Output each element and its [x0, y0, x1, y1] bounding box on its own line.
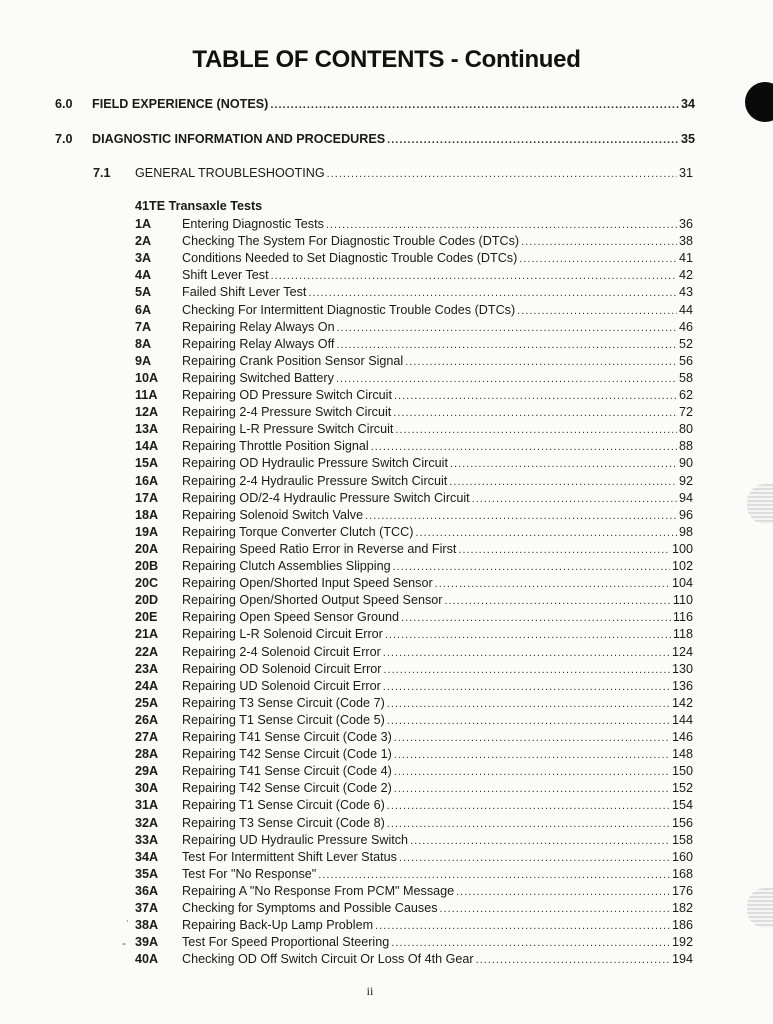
dot-leader	[394, 748, 670, 763]
dot-leader	[336, 372, 677, 387]
dot-leader	[394, 782, 670, 797]
test-title: Repairing T41 Sense Circuit (Code 3)	[182, 730, 392, 744]
dot-leader	[387, 697, 670, 712]
page-footer-number: ii	[366, 984, 374, 998]
test-number: 40A	[135, 952, 159, 967]
test-number: 18A	[135, 507, 159, 522]
scan-mark-icon: -	[122, 936, 126, 950]
page-number: 96	[678, 507, 693, 522]
toc-subsection-7-1[interactable]	[93, 166, 693, 182]
page-number: 176	[671, 883, 693, 898]
test-title: Repairing 2-4 Pressure Switch Circuit	[182, 405, 392, 420]
test-title: Checking For Intermittent Diagnostic Trouble Codes (DTCs)	[182, 302, 516, 317]
test-title: Repairing Relay Always On	[182, 319, 335, 334]
test-number: 37A	[135, 901, 159, 915]
test-number: 12A	[135, 405, 159, 420]
toc-test-row[interactable]	[135, 679, 693, 695]
test-title: Shift Lever Test	[182, 268, 269, 283]
test-title: Repairing Back-Up Lamp Problem	[182, 918, 374, 933]
test-number: 8A	[135, 336, 152, 351]
toc-test-row[interactable]	[135, 251, 693, 267]
test-title: Entering Diagnostic Tests	[182, 217, 324, 231]
page-number: 35	[680, 132, 695, 146]
page-number: 88	[678, 439, 693, 454]
dot-leader	[387, 133, 679, 148]
page-number: 158	[671, 832, 693, 847]
page-number: 38	[678, 234, 693, 249]
binder-hole-icon	[745, 82, 773, 122]
test-number: 13A	[135, 422, 159, 437]
page-number: 154	[671, 798, 693, 813]
toc-test-row[interactable]	[135, 559, 693, 575]
dot-leader	[393, 406, 677, 421]
dot-leader	[405, 355, 677, 370]
dot-leader	[391, 936, 670, 951]
test-number: 20D	[135, 593, 159, 608]
dot-leader	[444, 594, 670, 609]
section-title: DIAGNOSTIC INFORMATION AND PROCEDURES	[92, 132, 386, 146]
test-number: 30A	[135, 781, 159, 796]
test-title: Failed Shift Lever Test	[182, 285, 307, 300]
dot-leader	[456, 885, 670, 900]
test-title: Test For Speed Proportional Steering	[182, 935, 390, 950]
dot-leader	[270, 98, 679, 113]
page-number: 186	[671, 918, 693, 933]
page-number: 41	[678, 251, 693, 266]
test-number: 35A	[135, 866, 159, 881]
toc-test-row[interactable]	[135, 610, 693, 626]
test-number: 1A	[135, 217, 152, 231]
dot-leader	[387, 799, 670, 814]
test-title: Checking OD Off Switch Circuit Or Loss Of 4th Gear	[182, 952, 474, 967]
test-title: Repairing Clutch Assemblies Slipping	[182, 559, 391, 573]
test-title: Repairing UD Hydraulic Pressure Switch	[182, 832, 409, 847]
page-number: 152	[671, 781, 693, 796]
page-number: 156	[671, 815, 693, 830]
test-number: 2A	[135, 234, 152, 249]
test-number: 3A	[135, 251, 152, 266]
test-number: 11A	[135, 388, 158, 402]
toc-test-row[interactable]	[135, 303, 693, 319]
test-title: Test For "No Response"	[182, 866, 317, 881]
dot-leader	[393, 560, 670, 575]
page-number: 160	[671, 849, 693, 864]
page-number: 194	[671, 952, 693, 967]
test-title: Repairing T1 Sense Circuit (Code 5)	[182, 712, 385, 727]
toc-test-row[interactable]	[135, 525, 693, 541]
test-number: 31A	[135, 798, 159, 813]
toc-test-row[interactable]	[135, 491, 693, 507]
page-number: 34	[680, 97, 695, 111]
toc-test-row[interactable]	[135, 952, 693, 968]
page-number: 36	[678, 217, 693, 231]
test-number: 22A	[135, 644, 159, 659]
test-title: Checking The System For Diagnostic Trouble Codes (DTCs)	[182, 234, 520, 249]
dot-leader	[521, 235, 677, 250]
dot-leader	[383, 646, 670, 661]
page-number: 104	[671, 576, 693, 591]
toc-section-6[interactable]	[55, 97, 695, 113]
test-title: Repairing A "No Response From PCM" Message	[182, 883, 455, 898]
test-number: 15A	[135, 456, 159, 471]
page-number: 72	[678, 405, 693, 420]
page-number: 136	[671, 678, 693, 693]
test-title: Repairing Open/Shorted Input Speed Sensor	[182, 576, 433, 591]
test-title: Repairing UD Solenoid Circuit Error	[182, 678, 381, 693]
dot-leader	[271, 269, 677, 284]
test-title: Repairing Open Speed Sensor Ground	[182, 610, 400, 625]
test-title: Repairing OD Hydraulic Pressure Switch Circuit	[182, 456, 448, 471]
dot-leader	[383, 663, 670, 678]
page-number: 98	[678, 524, 693, 539]
dot-leader	[401, 611, 671, 626]
page-number: 130	[671, 661, 693, 676]
test-title: Repairing 2-4 Solenoid Circuit Error	[182, 644, 381, 659]
toc-test-row[interactable]	[135, 405, 693, 421]
page-number: 102	[671, 559, 693, 573]
test-number: 20A	[135, 541, 159, 556]
binder-tab-icon	[747, 484, 773, 524]
test-title: Repairing T3 Sense Circuit (Code 7)	[182, 695, 385, 710]
toc-test-row[interactable]	[135, 422, 693, 438]
dot-leader	[472, 492, 677, 507]
test-number: 27A	[135, 730, 159, 744]
section-number: 6.0	[55, 97, 73, 111]
test-number: 9A	[135, 353, 152, 368]
test-number: 34A	[135, 849, 159, 864]
page-number: 94	[678, 490, 693, 505]
page-number: 192	[671, 935, 693, 950]
toc-test-row[interactable]	[135, 439, 693, 455]
test-number: 14A	[135, 439, 159, 454]
test-number: 28A	[135, 747, 159, 762]
toc-test-row[interactable]	[135, 833, 693, 849]
page-number: 62	[678, 388, 693, 402]
test-number: 19A	[135, 524, 159, 539]
test-group-title: 41TE Transaxle Tests	[135, 199, 263, 213]
toc-test-row[interactable]	[135, 747, 693, 763]
toc-test-row[interactable]	[135, 474, 693, 490]
page-number: 58	[678, 370, 693, 385]
page-number: 52	[678, 336, 693, 351]
dot-leader	[458, 543, 670, 558]
dot-leader	[476, 953, 670, 968]
test-number: 20E	[135, 610, 158, 625]
toc-test-row[interactable]	[135, 798, 693, 814]
test-title: Repairing Crank Position Sensor Signal	[182, 353, 404, 368]
test-title: Repairing Torque Converter Clutch (TCC)	[182, 524, 414, 539]
dot-leader	[410, 834, 670, 849]
toc-test-row[interactable]	[135, 816, 693, 832]
test-title: Repairing Switched Battery	[182, 370, 334, 385]
dot-leader	[387, 714, 670, 729]
dot-leader	[517, 304, 677, 319]
dot-leader	[308, 286, 677, 301]
toc-test-row[interactable]	[135, 320, 693, 336]
page-number: 46	[678, 319, 693, 334]
toc-test-row[interactable]	[135, 935, 693, 951]
toc-test-row[interactable]	[135, 781, 693, 797]
toc-test-row[interactable]	[135, 627, 693, 643]
test-title: Repairing Open/Shorted Output Speed Sensor	[182, 593, 443, 608]
toc-test-row[interactable]	[135, 901, 693, 917]
test-number: 4A	[135, 268, 152, 283]
toc-test-row[interactable]	[135, 285, 693, 301]
test-number: 10A	[135, 370, 159, 385]
subsection-number: 7.1	[93, 166, 111, 180]
toc-test-row[interactable]	[135, 337, 693, 353]
test-number: 7A	[135, 319, 152, 334]
page-number: 116	[672, 610, 693, 625]
toc-test-row[interactable]	[135, 593, 693, 609]
binder-tab-icon	[747, 888, 773, 928]
dot-leader	[450, 457, 677, 472]
dot-leader	[394, 765, 670, 780]
test-number: 16A	[135, 473, 159, 488]
page-number: 144	[671, 712, 693, 727]
test-title: Repairing L-R Solenoid Circuit Error	[182, 627, 383, 642]
dot-leader	[385, 628, 671, 643]
toc-test-row[interactable]	[135, 234, 693, 250]
test-title: Repairing OD Solenoid Circuit Error	[182, 661, 382, 676]
dot-leader	[327, 167, 677, 182]
test-title: Repairing Solenoid Switch Valve	[182, 507, 364, 522]
dot-leader	[336, 338, 677, 353]
page-number: 168	[671, 866, 693, 881]
test-number: 39A	[135, 935, 159, 950]
toc-test-row[interactable]	[135, 456, 693, 472]
page-number: 110	[672, 593, 693, 608]
test-title: Conditions Needed to Set Diagnostic Trouble Codes (DTCs)	[182, 251, 518, 266]
test-title: Repairing T42 Sense Circuit (Code 1)	[182, 747, 392, 762]
dot-leader	[415, 526, 677, 541]
page-number: 42	[678, 268, 693, 283]
page-number: 124	[671, 644, 693, 659]
test-number: 33A	[135, 832, 159, 847]
test-number: 25A	[135, 695, 159, 710]
test-title: Repairing Relay Always Off	[182, 336, 335, 351]
dot-leader	[394, 731, 670, 746]
test-title: Repairing OD/2-4 Hydraulic Pressure Switch Circuit	[182, 490, 470, 505]
section-title: FIELD EXPERIENCE (NOTES)	[92, 97, 269, 111]
toc-test-row[interactable]	[135, 764, 693, 780]
page-number: 100	[671, 541, 693, 556]
page-number: 146	[671, 730, 693, 744]
toc-test-row[interactable]	[135, 576, 693, 592]
test-number: 21A	[135, 627, 159, 642]
toc-test-row[interactable]	[135, 867, 693, 883]
page-number: 150	[671, 764, 693, 779]
test-number: 5A	[135, 285, 152, 300]
dot-leader	[440, 902, 670, 917]
page-number: 31	[678, 166, 693, 180]
test-number: 20C	[135, 576, 159, 591]
test-title: Repairing OD Pressure Switch Circuit	[182, 388, 392, 402]
test-number: 17A	[135, 490, 159, 505]
dot-leader	[375, 919, 670, 934]
test-title: Repairing Speed Ratio Error in Reverse and First	[182, 541, 457, 556]
dot-leader	[435, 577, 670, 592]
toc-test-row[interactable]	[135, 388, 693, 404]
toc-test-row[interactable]	[135, 268, 693, 284]
test-title: Repairing T3 Sense Circuit (Code 8)	[182, 815, 385, 830]
toc-section-7[interactable]	[55, 132, 695, 148]
subsection-title: GENERAL TROUBLESHOOTING	[135, 166, 325, 180]
page-number: 92	[678, 473, 693, 488]
toc-test-row[interactable]	[135, 217, 693, 233]
page-number: 118	[672, 627, 693, 642]
toc-test-row[interactable]	[135, 730, 693, 746]
toc-test-row[interactable]	[135, 645, 693, 661]
toc-test-row[interactable]	[135, 918, 693, 934]
test-title: Test For Intermittent Shift Lever Status	[182, 849, 397, 864]
page-number: 182	[671, 901, 693, 915]
dot-leader	[519, 252, 677, 267]
test-number: 6A	[135, 302, 152, 317]
test-title: Repairing T41 Sense Circuit (Code 4)	[182, 764, 392, 779]
page-number: 43	[678, 285, 693, 300]
test-number: 38A	[135, 918, 159, 933]
test-title: Repairing Throttle Position Signal	[182, 439, 369, 454]
toc-test-row[interactable]	[135, 884, 693, 900]
test-number: 26A	[135, 712, 159, 727]
page-number: 90	[678, 456, 693, 471]
test-number: 23A	[135, 661, 159, 676]
test-title: Repairing T42 Sense Circuit (Code 2)	[182, 781, 392, 796]
test-number: 20B	[135, 559, 159, 573]
toc-test-row[interactable]	[135, 850, 693, 866]
toc-test-row[interactable]	[135, 542, 693, 558]
page-number: 44	[678, 302, 693, 317]
test-number: 32A	[135, 815, 159, 830]
test-title: Checking for Symptoms and Possible Causes	[182, 901, 438, 915]
page-number: 142	[671, 695, 693, 710]
test-number: 36A	[135, 883, 159, 898]
test-number: 24A	[135, 678, 159, 693]
toc-test-row[interactable]	[135, 696, 693, 712]
toc-test-row[interactable]	[135, 508, 693, 524]
dot-leader	[399, 851, 670, 866]
section-number: 7.0	[55, 132, 73, 146]
toc-test-row[interactable]	[135, 371, 693, 387]
dot-leader	[395, 423, 677, 438]
scan-mark-icon: ˙	[126, 918, 130, 932]
page-title: TABLE OF CONTENTS - Continued	[192, 46, 581, 73]
test-number: 29A	[135, 764, 159, 779]
dot-leader	[326, 218, 677, 233]
test-title: Repairing 2-4 Hydraulic Pressure Switch Circuit	[182, 473, 448, 488]
dot-leader	[387, 817, 670, 832]
dot-leader	[383, 680, 670, 695]
toc-test-row[interactable]	[135, 662, 693, 678]
dot-leader	[318, 868, 670, 883]
toc-test-row[interactable]	[135, 354, 693, 370]
toc-test-row[interactable]	[135, 713, 693, 729]
page-number: 56	[678, 353, 693, 368]
dot-leader	[337, 321, 677, 336]
dot-leader	[449, 475, 677, 490]
dot-leader	[394, 389, 677, 404]
dot-leader	[365, 509, 677, 524]
test-title: Repairing T1 Sense Circuit (Code 6)	[182, 798, 385, 813]
page-number: 80	[678, 422, 693, 437]
page-number: 148	[671, 747, 693, 762]
test-title: Repairing L-R Pressure Switch Circuit	[182, 422, 394, 437]
dot-leader	[371, 440, 677, 455]
